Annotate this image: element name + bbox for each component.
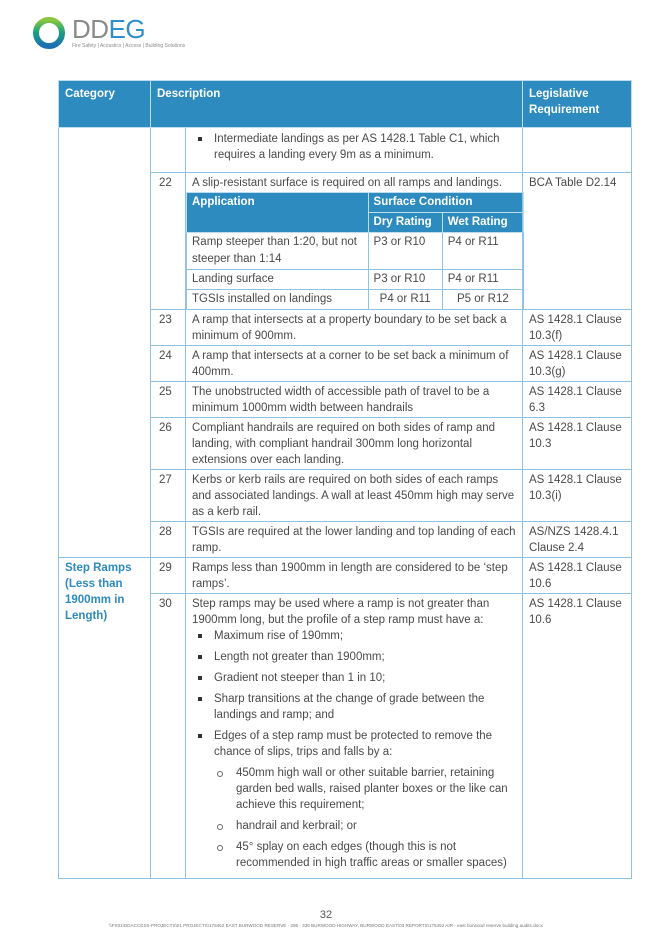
row-number: 25 — [151, 382, 186, 418]
requirement-cell: AS 1428.1 Clause 10.6 — [523, 558, 632, 594]
row-text: Step ramps may be used where a ramp is not greater than 1900mm long, but the profile of a step ramp must have a: — [192, 598, 490, 626]
slip-rating-table — [186, 192, 524, 310]
inner-application: Ramp steeper than 1:20, but not steeper than 1:14 — [187, 233, 369, 270]
list-item: Maximum rise of 190mm; — [214, 628, 517, 644]
logo-ring-icon — [32, 14, 68, 52]
row-number: 23 — [151, 310, 186, 346]
list-item-text: Edges of a step ramp must be protected to remove the chance of slips, trips and falls by a: — [214, 730, 493, 758]
category-cell-empty — [59, 128, 151, 558]
inner-application: TGSIs installed on landings — [187, 290, 369, 310]
logo-dd: DD — [72, 14, 109, 44]
requirement-cell: AS 1428.1 Clause 6.3 — [523, 382, 632, 418]
logo-wordmark — [72, 16, 145, 42]
column-header-description: Description — [151, 81, 523, 128]
list-item: Sharp transitions at the change of grade between the landings and ramp; and — [214, 691, 517, 723]
inner-wet: P4 or R11 — [442, 270, 523, 290]
description-cell: The unobstructed width of accessible path of travel to be a minimum 1000mm width between handrails — [186, 382, 523, 418]
list-item: Intermediate landings as per AS 1428.1 Table C1, which requires a landing every 9m as a minimum. — [214, 131, 517, 163]
sub-bullet-list — [192, 765, 517, 871]
description-cell: TGSIs are required at the lower landing and top landing of each ramp. — [186, 522, 523, 558]
row-number: 30 — [151, 594, 186, 879]
requirement-cell: AS 1428.1 Clause 10.3(i) — [523, 470, 632, 522]
bullet-list — [192, 131, 517, 163]
inner-wet: P5 or R12 — [442, 290, 523, 310]
inner-dry: P3 or R10 — [368, 270, 442, 290]
table-row — [59, 128, 632, 173]
inner-header-wet: Wet Rating — [442, 213, 523, 233]
description-cell — [186, 594, 523, 879]
row-number: 29 — [151, 558, 186, 594]
company-logo — [32, 14, 232, 54]
logo-eg: EG — [108, 14, 146, 44]
requirement-cell: AS 1428.1 Clause 10.6 — [523, 594, 632, 879]
column-header-category: Category — [59, 81, 151, 128]
category-step-ramps: Step Ramps (Less than 1900mm in Length) — [59, 558, 151, 879]
row-number: 28 — [151, 522, 186, 558]
requirement-cell: BCA Table D2.14 — [523, 173, 632, 310]
row-number — [151, 128, 186, 173]
inner-header-dry: Dry Rating — [368, 213, 442, 233]
row-number: 22 — [151, 173, 186, 310]
table-row — [59, 558, 632, 594]
sub-list-item: 45° splay on each edges (though this is not recommended in high traffic areas or smaller spaces) — [236, 839, 517, 871]
page-number: 32 — [319, 909, 333, 921]
list-item: Length not greater than 1900mm; — [214, 649, 517, 665]
requirement-cell: AS 1428.1 Clause 10.3(g) — [523, 346, 632, 382]
requirement-cell: AS 1428.1 Clause 10.3 — [523, 418, 632, 470]
requirements-table — [58, 80, 632, 879]
description-cell: Kerbs or kerb rails are required on both sides of each ramps and associated landings. A wall at least 450mm high may serve as a kerb rail. — [186, 470, 523, 522]
list-item: Gradient not steeper than 1 in 10; — [214, 670, 517, 686]
row-number: 24 — [151, 346, 186, 382]
row-text: A slip-resistant surface is required on all ramps and landings. — [192, 177, 503, 189]
row-number: 27 — [151, 470, 186, 522]
requirement-cell — [523, 128, 632, 173]
inner-table-row — [187, 290, 524, 310]
inner-application: Landing surface — [187, 270, 369, 290]
inner-table-row — [187, 233, 524, 270]
description-cell: A ramp that intersects at a corner to be set back a minimum of 400mm. — [186, 346, 523, 382]
bullet-list — [192, 628, 517, 871]
list-item — [214, 728, 517, 871]
description-cell — [186, 173, 523, 310]
row-number: 26 — [151, 418, 186, 470]
description-cell — [186, 128, 523, 173]
description-cell: Ramps less than 1900mm in length are considered to be ‘step ramps’. — [186, 558, 523, 594]
description-cell: A ramp that intersects at a property boundary to be set back a minimum of 900mm. — [186, 310, 523, 346]
requirement-cell: AS/NZS 1428.4.1 Clause 2.4 — [523, 522, 632, 558]
column-header-legislative: Legislative Requirement — [523, 81, 632, 128]
inner-dry: P3 or R10 — [368, 233, 442, 270]
inner-dry: P4 or R11 — [368, 290, 442, 310]
sub-list-item: 450mm high wall or other suitable barrier, retaining garden bed walls, raised planter boxes or the like can achieve this requirement; — [236, 765, 517, 813]
table-header-row — [59, 81, 632, 128]
inner-table-row — [187, 270, 524, 290]
file-path: \\FS01\DDACCESS-PROJECTS\01 PROJECTS\175452 EAST BURWOOD RESERVE - 298 - 336 BURWOOD HIGHWAY, BURWOOD EAST\03 REPORTS\175452 AIR - east burwood reserve building audits.docx — [109, 923, 543, 928]
sub-list-item: handrail and kerbrail; or — [236, 818, 517, 834]
requirement-cell: AS 1428.1 Clause 10.3(f) — [523, 310, 632, 346]
inner-header-application: Application — [187, 193, 369, 233]
logo-tagline: Fire Safety | Acoustics | Access | Building Solutions — [72, 43, 186, 49]
inner-header-surface-condition: Surface Condition — [368, 193, 523, 213]
description-cell: Compliant handrails are required on both sides of ramp and landing, with compliant handrail 300mm long horizontal extensions over each landing. — [186, 418, 523, 470]
inner-wet: P4 or R11 — [442, 233, 523, 270]
